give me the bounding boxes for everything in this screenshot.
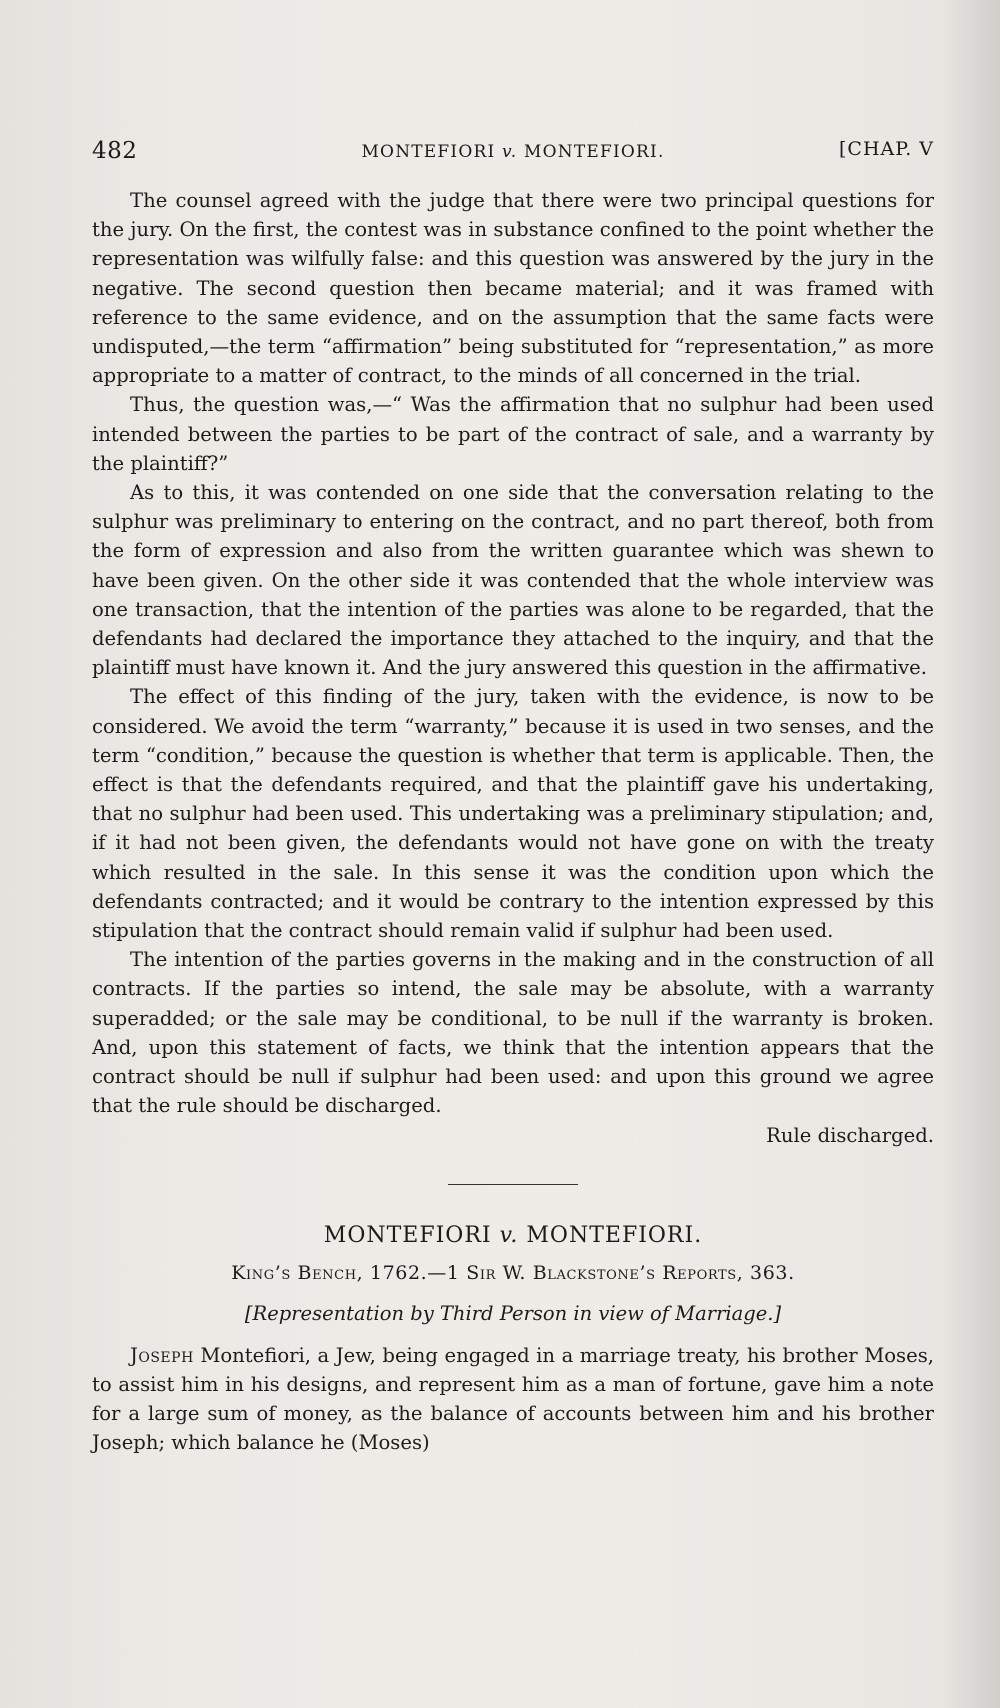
running-title-versus: v.	[502, 142, 518, 162]
headnote: [Representation by Third Person in view of Marriage.]	[244, 1301, 782, 1325]
rule-discharged: Rule discharged.	[766, 1123, 934, 1147]
case-paragraph-text: Montefiori, a Jew, being engaged in a marriage treaty, his brother Moses, to assist him in his designs, and represent him as a man of fortune, gave him a note for a large sum of money, as the balance of accounts between him and his brother Joseph; which balance he (Moses)	[92, 1343, 934, 1455]
case-body	[92, 1341, 934, 1458]
running-title	[92, 142, 934, 162]
case-first-word: Joseph	[130, 1343, 194, 1367]
page-number: 482	[92, 138, 138, 164]
case-title-versus: v.	[499, 1222, 519, 1248]
section-divider	[448, 1184, 578, 1185]
page-gutter-shadow	[940, 0, 1000, 1708]
case-title	[92, 1223, 934, 1248]
paragraph: The intention of the parties governs in the making and in the construction of all contracts. If the parties so intend, the sale may be absolute, with a warranty superadded; or the sale may be conditional, to be null if the warranty is broken. And, upon this statement of facts, we think that the intention appears that the contract should be null if sulphur had been used: and upon this ground we agree that the rule should be discharged.	[92, 948, 934, 1118]
paragraph: As to this, it was contended on one side that the conversation relating to the sulphur was preliminary to entering on the contract, and no part thereof, both from the form of expression and also from the written guarantee which was shewn to have been given. On the other side it was contended that the whole interview was one transaction, that the intention of the parties was alone to be regarded, that the defendants had declared the importance they attached to the inquiry, and that the plaintiff must have known it. And the jury answered this question in the affirmative.	[92, 481, 934, 680]
case-paragraph	[92, 1341, 934, 1458]
running-title-left: MONTEFIORI	[361, 142, 502, 162]
running-title-right: MONTEFIORI.	[517, 142, 665, 162]
chapter-reference: [CHAP. V	[839, 138, 934, 160]
main-text	[92, 186, 934, 1458]
paragraph: The counsel agreed with the judge that there were two principal questions for the jury. On the first, the contest was in substance confined to the point whether the representation was wilfully false: and this question was answered by the jury in the negative. The second question then became material; and it was framed with reference to the same evidence, and on the assumption that the same facts were undisputed,—the term “affirmation” being substituted for “representation,” as more appropriate to a matter of contract, to the minds of all concerned in the trial.	[92, 189, 934, 388]
case-title-right: MONTEFIORI.	[518, 1222, 703, 1248]
case-title-left: MONTEFIORI	[323, 1222, 500, 1248]
paragraph: The effect of this finding of the jury, taken with the evidence, is now to be considered. We avoid the term “warranty,” because it is used in two senses, and the term “condition,” because the question is whether that term is applicable. Then, the effect is that the defendants required, and that the plaintiff gave his undertaking, that no sulphur had been used. This undertaking was a preliminary stipulation; and, if it had not been given, the defendants would not have gone on with the treaty which resulted in the sale. In this sense it was the condition upon which the defendants contracted; and it would be contrary to the intention expressed by this stipulation that the contract should remain valid if sulphur had been used.	[92, 685, 934, 943]
paragraph: Thus, the question was,—“ Was the affirmation that no sulphur had been used intended between the parties to be part of the contract of sale, and a warranty by the plaintiff?”	[92, 393, 934, 475]
court-citation: King’s Bench, 1762.—1 Sir W. Blackstone’s Reports, 363.	[231, 1261, 795, 1284]
running-header	[92, 138, 934, 178]
